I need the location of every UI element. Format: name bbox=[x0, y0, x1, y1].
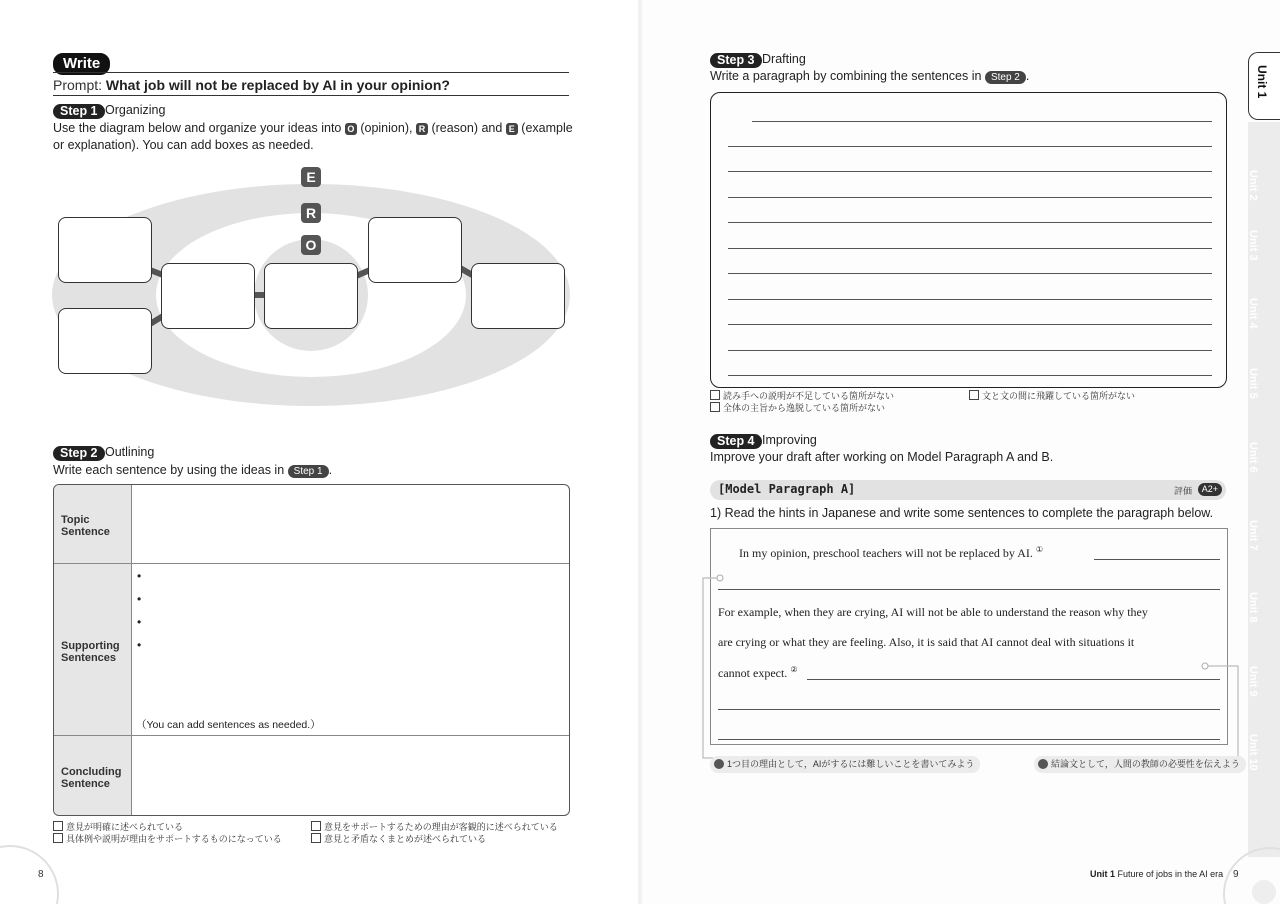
draft-writing-area[interactable] bbox=[710, 92, 1227, 388]
left-checklist-item-4[interactable] bbox=[311, 833, 486, 845]
left-corner-decoration bbox=[0, 842, 60, 904]
checkbox-icon[interactable] bbox=[710, 390, 720, 400]
draft-line-7 bbox=[728, 273, 1212, 274]
tab-unit-4-label: Unit 4 bbox=[1247, 298, 1259, 329]
draft-line-11 bbox=[728, 375, 1212, 376]
left-check-text-4: 意見と矛盾なくまとめが述べられている bbox=[324, 834, 487, 844]
tab-unit-1-label: Unit 1 bbox=[1255, 65, 1269, 99]
right-checklist-item-2[interactable] bbox=[710, 402, 885, 414]
step2-badge: Step 2 bbox=[53, 446, 105, 461]
right-check-text-1: 読み手への説明が不足している箇所がない bbox=[723, 391, 895, 401]
checkbox-icon[interactable] bbox=[311, 821, 321, 831]
footer-unit-name: Future of jobs in the AI era bbox=[1117, 869, 1224, 879]
right-check-text-3: 文と文の間に飛躍している箇所がない bbox=[982, 391, 1136, 401]
step1-ref-badge: Step 1 bbox=[288, 465, 329, 478]
hyoka-label: 評価 bbox=[1173, 486, 1192, 496]
footer-unit-title bbox=[1090, 869, 1223, 879]
model-paragraph-header bbox=[710, 480, 1226, 500]
left-checklist-item-3[interactable] bbox=[311, 821, 558, 833]
tab-unit-8-label: Unit 8 bbox=[1247, 592, 1259, 623]
step3-title: Drafting bbox=[762, 52, 806, 66]
tab-unit-4[interactable] bbox=[1248, 268, 1280, 328]
header-rule-top bbox=[53, 72, 569, 73]
left-check-text-1: 意見が明確に述べられている bbox=[66, 822, 184, 832]
para-line-3: For example, when they are crying, AI will not be able to understand the reason why they bbox=[718, 605, 1148, 619]
tab-unit-10[interactable] bbox=[1247, 704, 1280, 771]
step3-instruction-end: . bbox=[1025, 69, 1030, 83]
topic-sentence-label: Topic Sentence bbox=[61, 514, 110, 538]
tab-unit-3[interactable] bbox=[1248, 200, 1280, 260]
leaf-icon bbox=[714, 759, 724, 769]
step1-line1-b: (opinion), bbox=[360, 121, 413, 135]
hint-text-1: 1つ目の理由として，AIがするには難しいことを書いてみよう bbox=[727, 759, 975, 769]
tab-unit-2[interactable] bbox=[1248, 140, 1280, 200]
left-checklist-item-1[interactable] bbox=[53, 821, 183, 833]
outline-label-column bbox=[54, 485, 132, 815]
step1-line1-a: Use the diagram below and organize your ideas into bbox=[53, 121, 342, 135]
blank-marker-2: ② bbox=[790, 665, 798, 674]
tab-unit-8[interactable] bbox=[1248, 562, 1280, 622]
model-paragraph-title: [Model Paragraph A] bbox=[718, 482, 856, 496]
tab-unit-5[interactable] bbox=[1248, 338, 1280, 398]
hint-text-2: 結論文として，人間の教師の必要性を伝えよう bbox=[1051, 759, 1240, 769]
level-badge: A2+ bbox=[1198, 483, 1222, 496]
draft-line-6 bbox=[728, 248, 1212, 249]
right-page-number: 9 bbox=[1233, 869, 1239, 880]
right-check-text-2: 全体の主旨から逸脱している箇所がない bbox=[723, 403, 886, 413]
write-badge: Write bbox=[53, 53, 110, 75]
left-check-text-2: 具体例や説明が理由をサポートするものになっている bbox=[66, 834, 282, 844]
footer-unit-label: Unit 1 bbox=[1090, 869, 1116, 879]
concluding-sentence-field[interactable] bbox=[132, 736, 569, 815]
supporting-sentences-field[interactable] bbox=[132, 564, 569, 734]
supporting-bullet-2: • bbox=[137, 592, 142, 606]
o-letter: O bbox=[301, 235, 321, 255]
para-line-4: are crying or what they are feeling. Also, it is said that AI cannot deal with situations it bbox=[718, 635, 1135, 649]
model-task: 1) Read the hints in Japanese and write some sentences to complete the paragraph below. bbox=[710, 506, 1214, 520]
right-checklist-item-3[interactable] bbox=[969, 390, 1135, 402]
header-rule-bottom bbox=[53, 95, 569, 96]
supporting-sentences-label: Supporting Sentences bbox=[61, 640, 120, 664]
step1-line1-c: (reason) and bbox=[431, 121, 503, 135]
prompt-label: Prompt: bbox=[53, 77, 103, 93]
left-check-text-3: 意見をサポートするための理由が客観的に述べられている bbox=[324, 822, 558, 832]
tab-unit-7[interactable] bbox=[1248, 490, 1280, 550]
draft-line-2 bbox=[728, 146, 1212, 147]
tab-unit-2-label: Unit 2 bbox=[1247, 170, 1259, 201]
step4-badge: Step 4 bbox=[710, 434, 762, 449]
e-letter-inline: E bbox=[506, 123, 518, 135]
diagram-box-e-right[interactable] bbox=[471, 263, 565, 329]
draft-line-5 bbox=[728, 222, 1212, 223]
para-line-1-text: In my opinion, preschool teachers will not be replaced by AI. bbox=[739, 546, 1033, 560]
hint-bubble-1 bbox=[710, 756, 980, 773]
step2-instruction-end: . bbox=[328, 463, 333, 477]
left-checklist-item-2[interactable] bbox=[53, 833, 282, 845]
diagram-box-r-right[interactable] bbox=[368, 217, 462, 283]
draft-line-4 bbox=[728, 197, 1212, 198]
step3-instruction bbox=[710, 68, 1029, 85]
checkbox-icon[interactable] bbox=[53, 821, 63, 831]
blank-marker-1: ① bbox=[1035, 545, 1044, 554]
draft-line-8 bbox=[728, 299, 1212, 300]
checkbox-icon[interactable] bbox=[311, 833, 321, 843]
step2-instruction-text: Write each sentence by using the ideas in bbox=[53, 463, 285, 477]
draft-line-10 bbox=[728, 350, 1212, 351]
para-line-1 bbox=[739, 545, 1043, 561]
tab-unit-3-label: Unit 3 bbox=[1247, 230, 1259, 261]
tab-unit-7-label: Unit 7 bbox=[1247, 520, 1259, 551]
tab-unit-1[interactable] bbox=[1248, 52, 1280, 120]
e-letter: E bbox=[301, 167, 321, 187]
o-letter-inline: O bbox=[345, 123, 357, 135]
tab-unit-10-label: Unit 10 bbox=[1247, 734, 1259, 771]
supporting-bullet-3: • bbox=[137, 615, 142, 629]
leaf-icon bbox=[1038, 759, 1048, 769]
tab-unit-6[interactable] bbox=[1248, 412, 1280, 472]
checkbox-icon[interactable] bbox=[969, 390, 979, 400]
step2-ref-badge: Step 2 bbox=[985, 71, 1026, 84]
step1-instruction-line1 bbox=[53, 120, 573, 137]
step4-instruction: Improve your draft after working on Model Paragraph A and B. bbox=[710, 450, 1054, 464]
r-letter: R bbox=[301, 203, 321, 223]
supporting-bullet-4: • bbox=[137, 638, 142, 652]
tab-unit-9-label: Unit 9 bbox=[1247, 666, 1259, 697]
para-line-5-text: cannot expect. bbox=[718, 666, 788, 680]
draft-line-3 bbox=[728, 171, 1212, 172]
hint-bubble-2 bbox=[1034, 756, 1246, 773]
draft-line-9 bbox=[728, 324, 1212, 325]
diagram-box-e-upper[interactable] bbox=[58, 217, 152, 283]
step3-instruction-text: Write a paragraph by combining the sentences in bbox=[710, 69, 982, 83]
right-checklist-item-1[interactable] bbox=[710, 390, 894, 402]
r-letter-inline: R bbox=[416, 123, 428, 135]
right-corner-decoration bbox=[1218, 842, 1280, 904]
blank-1-line-a[interactable] bbox=[1094, 559, 1220, 560]
prompt-text: What job will not be replaced by AI in your opinion? bbox=[105, 77, 450, 93]
step1-instruction-line2: or explanation). You can add boxes as needed. bbox=[53, 138, 314, 152]
step2-instruction bbox=[53, 462, 332, 479]
step2-title: Outlining bbox=[105, 445, 155, 459]
tab-unit-6-label: Unit 6 bbox=[1247, 442, 1259, 473]
hint-connectors bbox=[700, 570, 1240, 770]
diagram-box-o-center[interactable] bbox=[264, 263, 358, 329]
diagram-box-r-left[interactable] bbox=[161, 263, 255, 329]
supporting-bullet-1: • bbox=[137, 569, 142, 583]
left-page-number: 8 bbox=[38, 869, 44, 880]
step1-badge: Step 1 bbox=[53, 104, 105, 119]
step1-line1-d: (example bbox=[521, 121, 573, 135]
tab-unit-9[interactable] bbox=[1248, 636, 1280, 696]
draft-line-1 bbox=[752, 121, 1212, 122]
checkbox-icon[interactable] bbox=[710, 402, 720, 412]
tab-unit-5-label: Unit 5 bbox=[1247, 368, 1259, 399]
step1-title: Organizing bbox=[105, 103, 166, 117]
add-sentences-note: （You can add sentences as needed.） bbox=[136, 719, 321, 731]
diagram-box-e-lower[interactable] bbox=[58, 308, 152, 374]
step4-title: Improving bbox=[762, 433, 817, 447]
outline-table bbox=[53, 484, 570, 816]
concluding-sentence-label: Concluding Sentence bbox=[61, 766, 122, 790]
page-gutter bbox=[638, 0, 642, 904]
prompt-line bbox=[53, 76, 450, 94]
topic-sentence-field[interactable] bbox=[132, 485, 569, 563]
step3-badge: Step 3 bbox=[710, 53, 762, 68]
